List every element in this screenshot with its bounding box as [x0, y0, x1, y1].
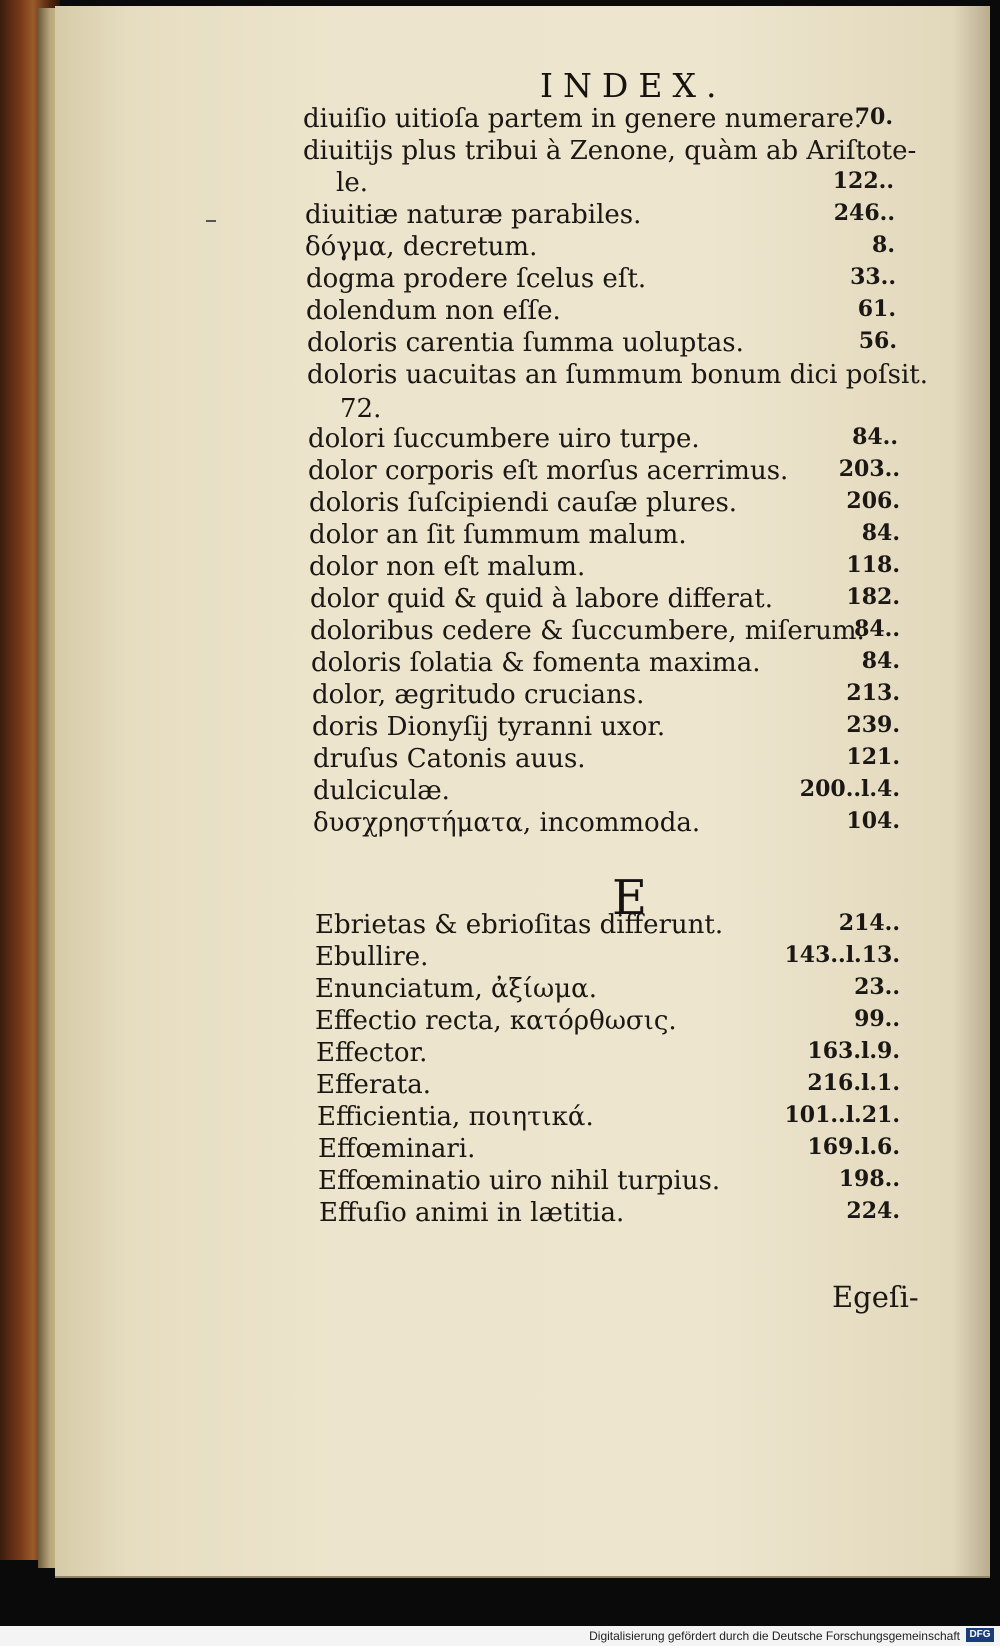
entry-page: 182. [846, 584, 900, 610]
entry-term: Enunciatum, ἀξίωμα. [315, 974, 597, 1004]
index-entry [306, 264, 896, 296]
entry-term: diuiſio uitioſa partem in genere numerare. [303, 104, 863, 134]
index-entry [317, 1102, 900, 1134]
index-entry [315, 974, 900, 1006]
entry-term: doloris carentia ſumma uoluptas. [307, 328, 744, 358]
entry-page: 84. [861, 648, 900, 674]
entry-page: 33.. [850, 264, 896, 290]
entry-term: Effœminari. [318, 1134, 476, 1164]
entry-page: 121. [846, 744, 900, 770]
index-entry [309, 520, 900, 552]
entry-term: dulciculæ. [313, 776, 450, 806]
index-entry [313, 808, 900, 840]
index-entry [308, 424, 898, 456]
index-entry [313, 744, 900, 776]
entry-page: 216.l.1. [807, 1070, 900, 1096]
entry-page: 200..l.4. [799, 776, 900, 802]
index-entry [312, 712, 900, 744]
index-entry [312, 680, 900, 712]
entry-page: 56. [858, 328, 897, 354]
index-entry [315, 1006, 900, 1038]
index-entry [311, 648, 900, 680]
entry-term: diuitijs plus tribui à Zenone, quàm ab Ariſtote- [303, 136, 917, 166]
entry-page: 104. [846, 808, 900, 834]
index-entry [316, 1038, 900, 1070]
footer-bar [0, 1626, 1000, 1646]
index-entry [318, 1166, 900, 1198]
page-header: INDEX. [540, 66, 727, 105]
entry-term: δόγμα, decretum. [305, 232, 538, 262]
entry-page: 84. [861, 520, 900, 546]
entry-page: 23.. [854, 974, 900, 1000]
entry-page: 70. [854, 104, 893, 130]
index-entry [303, 136, 917, 168]
entry-term: dolori ſuccumbere uiro turpe. [308, 424, 700, 454]
entry-page: 163.l.9. [807, 1038, 900, 1064]
entry-continuation: 72. [340, 394, 382, 424]
entry-page: 84.. [854, 616, 900, 642]
entry-term: δυσχρηστήματα, incommoda. [313, 808, 701, 838]
entry-term: dolor non eſt malum. [309, 552, 586, 582]
index-entry [309, 488, 900, 520]
index-entry [315, 910, 900, 942]
index-entry [313, 776, 900, 808]
catchword: Egeſi- [832, 1280, 919, 1314]
entry-page: 213. [846, 680, 900, 706]
entry-term: dolor corporis eſt morſus acerrimus. [308, 456, 789, 486]
entry-term: Effectio recta, κατόρθωσις. [315, 1006, 677, 1036]
entry-term: dolor, ægritudo crucians. [312, 680, 645, 710]
entry-page: 61. [857, 296, 896, 322]
index-entry [303, 104, 893, 136]
entry-term: doloris uacuitas an ſummum bonum dici poſsit. [307, 360, 928, 390]
margin-mark [206, 220, 216, 222]
index-entry [309, 552, 900, 584]
entry-page: 239. [846, 712, 900, 738]
entry-term: diuitiæ naturæ parabiles. [305, 200, 642, 230]
index-entry [305, 232, 895, 264]
entry-term: Effœminatio uiro nihil turpius. [318, 1166, 721, 1196]
entry-page: 206. [846, 488, 900, 514]
index-entry [308, 456, 900, 488]
entry-term: dolor quid & quid à labore differat. [310, 584, 774, 614]
entry-page: 224. [846, 1198, 900, 1224]
index-entry [319, 1198, 900, 1230]
entry-page: 84.. [852, 424, 898, 450]
entry-page: 214.. [838, 910, 900, 936]
entry-page: 101..l.21. [784, 1102, 900, 1128]
entry-term: Ebrietas & ebrioſitas differunt. [315, 910, 724, 940]
entry-term: Efferata. [316, 1070, 431, 1100]
entry-page: 122.. [832, 168, 894, 194]
entry-term: Effuſio animi in lætitia. [319, 1198, 625, 1228]
entry-term: druſus Catonis auus. [313, 744, 586, 774]
entry-term: doloribus cedere & ſuccumbere, miſerum. [310, 616, 865, 646]
index-entry [316, 1070, 900, 1102]
entry-term: Effector. [316, 1038, 428, 1068]
entry-term: Efficientia, ποιητικά. [317, 1102, 594, 1132]
entry-page: 99.. [854, 1006, 900, 1032]
index-entry [310, 616, 900, 648]
dfg-logo: DFG [966, 1628, 994, 1642]
index-entry [307, 328, 897, 360]
funding-notice: Digitalisierung gefördert durch die Deutsche Forschungsgemeinschaft [589, 1629, 960, 1643]
section-letter-heading: E [612, 870, 648, 926]
entry-page: 118. [846, 552, 900, 578]
entry-page: 8. [872, 232, 895, 258]
index-entry [305, 200, 895, 232]
index-entry [318, 1134, 900, 1166]
entry-term: dolor an ſit ſummum malum. [309, 520, 687, 550]
entry-page: 169.l.6. [807, 1134, 900, 1160]
entry-term: doris Dionyſij tyranni uxor. [312, 712, 666, 742]
entry-term: doloris ſolatia & fomenta maxima. [311, 648, 761, 678]
entry-page: 203.. [838, 456, 900, 482]
index-entry [307, 360, 928, 392]
index-entry [315, 942, 900, 974]
entry-term: Ebullire. [315, 942, 429, 972]
entry-page: 246.. [833, 200, 895, 226]
entry-term: dogma prodere ſcelus eſt. [306, 264, 647, 294]
index-entry-continuation [336, 168, 894, 200]
entry-page: 143..l.13. [784, 942, 900, 968]
entry-term: le. [336, 168, 368, 198]
entry-term: dolendum non eſſe. [306, 296, 561, 326]
entry-term: doloris ſuſcipiendi cauſæ plures. [309, 488, 738, 518]
entry-page: 198.. [838, 1166, 900, 1192]
index-entry [310, 584, 900, 616]
index-entry [306, 296, 896, 328]
